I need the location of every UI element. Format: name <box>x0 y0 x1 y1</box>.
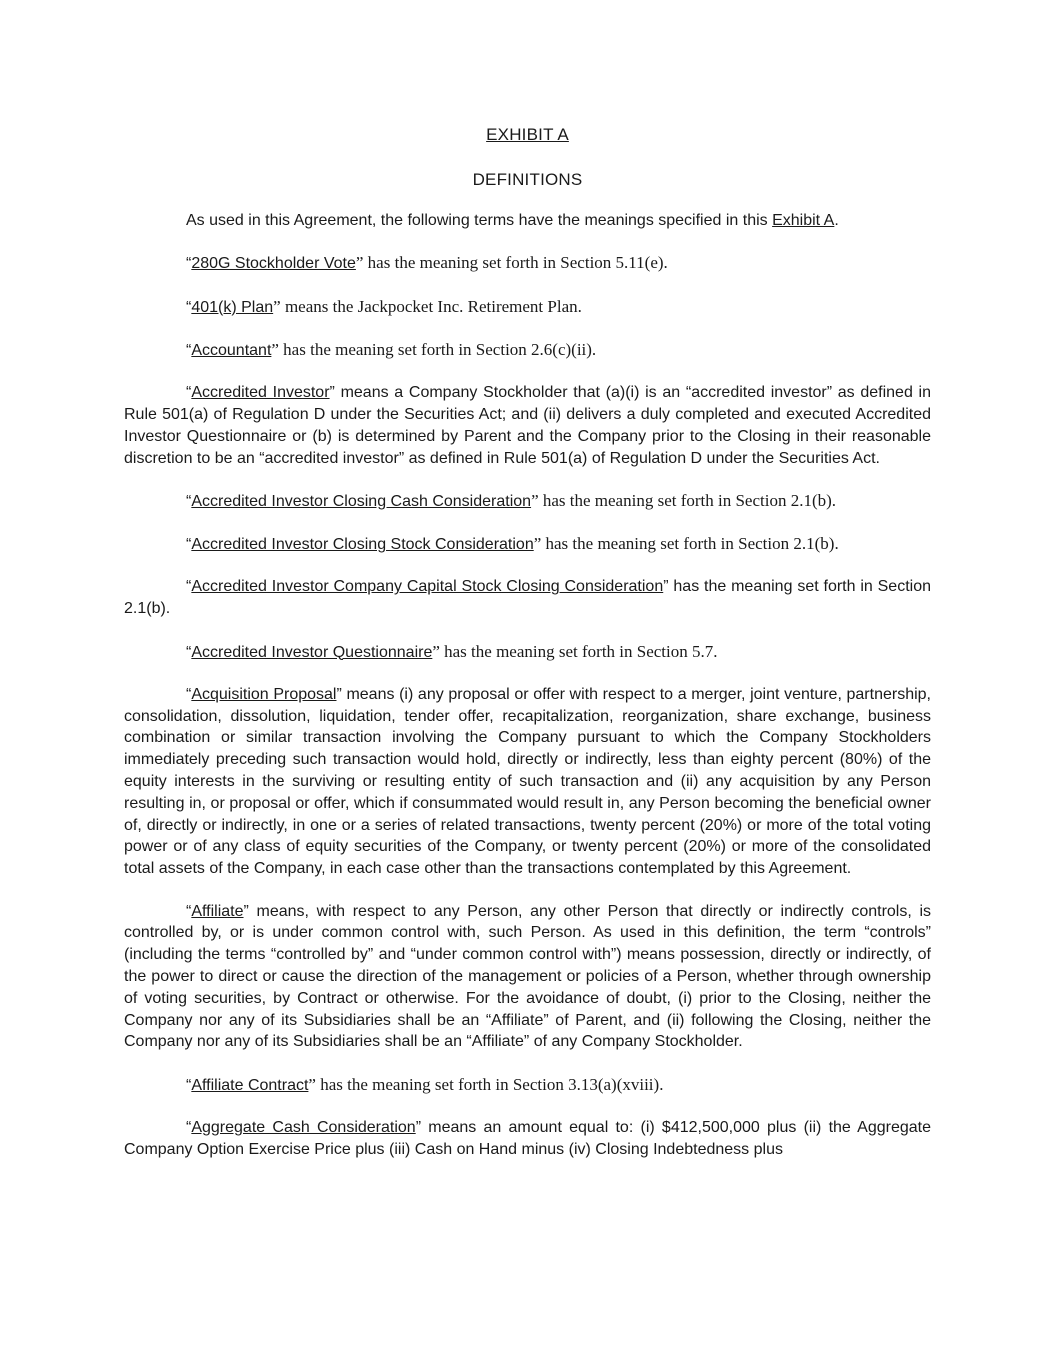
definitions-body <box>124 210 931 1181</box>
defined-term: Accredited Investor Company Capital Stock Closing Consideration <box>191 578 664 596</box>
definition-paragraph: “Acquisition Proposal” means (i) any proposal or offer with respect to a merger, joint venture, partnership, consolidation, dissolution, liquidation, tender offer, recapitalization, reorganization, share exchange, business combination or similar transaction involving the Company pursuant to which the Company Stockholders immediately preceding such transaction would hold, directly or indirectly, less than eighty percent (80%) of the equity interests in the surviving or resulting entity of such transaction and (ii) any acquisition by any Person resulting in, or proposal or offer, which if consummated would result in, any Person becoming the beneficial owner of, directly or indirectly, in one or a series of related transactions, twenty percent (20%) or more of the total voting power or of any class of equity securities of the Company, or twenty percent (20%) or more of the consolidated total assets of the Company, in each case other than the transactions contemplated by this Agreement. <box>124 685 932 878</box>
defined-term: Accountant <box>191 341 272 359</box>
definition-paragraph: “Affiliate” means, with respect to any Person, any other Person that directly or indirectly controls, is controlled by, or is under common control with, such Person. As used in this definition, the term “controls” (including the terms “controlled by” and “under common control with”) means possession, directly or indirectly, of the power to direct or cause the direction of the management or policies of a Person, whether through ownership of voting securities, by Contract or otherwise. For the avoidance of doubt, (i) prior to the Closing, neither the Company nor any of its Subsidiaries shall be an “Affiliate” of Parent, and (ii) following the Closing, neither the Company nor any of its Subsidiaries shall be an “Affiliate” of any Company Stockholder. <box>124 902 931 1051</box>
definition-paragraph: “Affiliate Contract” has the meaning set forth in Section 3.13(a)(xviii). <box>186 1074 664 1094</box>
definition-paragraph: “Accountant” has the meaning set forth in Section 2.6(c)(ii). <box>186 339 597 359</box>
definition-paragraph: “Accredited Investor Closing Cash Consideration” has the meaning set forth in Section 2.1(b). <box>186 490 837 510</box>
defined-term: Exhibit A <box>772 212 835 229</box>
defined-term: Accredited Investor Questionnaire <box>191 643 433 661</box>
defined-term: Accredited Investor Closing Cash Consideration <box>191 492 532 510</box>
exhibit-heading: EXHIBIT A <box>486 125 569 144</box>
definition-paragraph: “Accredited Investor Questionnaire” has the meaning set forth in Section 5.7. <box>186 641 718 661</box>
definition-paragraph: “Accredited Investor” means a Company Stockholder that (a)(i) is an “accredited investor” as defined in Rule 501(a) of Regulation D under the Securities Act; and (ii) delivers a duly completed and executed Accredited Investor Questionnaire or (b) is determined by Parent and the Company prior to the Closing in their reasonable discretion to be an “accredited investor” as defined in Rule 501(a) of Regulation D under the Securities Act. <box>124 384 932 467</box>
definitions-heading: DEFINITIONS <box>472 170 583 189</box>
definition-paragraph: “Accredited Investor Company Capital Stock Closing Consideration” has the meaning set forth in Section 2.1(b). <box>124 578 931 618</box>
defined-term: Affiliate <box>191 902 244 920</box>
defined-term: 280G Stockholder Vote <box>191 255 356 273</box>
definition-paragraph: As used in this Agreement, the following terms have the meanings specified in this Exhibit A. <box>186 212 839 229</box>
defined-term: Acquisition Proposal <box>191 685 337 703</box>
definition-paragraph: “401(k) Plan” means the Jackpocket Inc. Retirement Plan. <box>186 296 582 316</box>
defined-term: Accredited Investor Closing Stock Consideration <box>191 536 534 554</box>
definition-paragraph: “280G Stockholder Vote” has the meaning set forth in Section 5.11(e). <box>186 253 668 273</box>
defined-term: Aggregate Cash Consideration <box>191 1118 416 1136</box>
definition-paragraph: “Aggregate Cash Consideration” means an amount equal to: (i) $412,500,000 plus (ii) the Aggregate Company Option Exercise Price plus (iii) Cash on Hand minus (iv) Closing Indebtedness plus <box>124 1118 932 1158</box>
defined-term: 401(k) Plan <box>191 298 274 316</box>
defined-term: Affiliate Contract <box>191 1076 309 1094</box>
defined-term: Accredited Investor <box>191 384 330 402</box>
definition-paragraph: “Accredited Investor Closing Stock Consideration” has the meaning set forth in Section 2.1(b). <box>186 534 839 554</box>
